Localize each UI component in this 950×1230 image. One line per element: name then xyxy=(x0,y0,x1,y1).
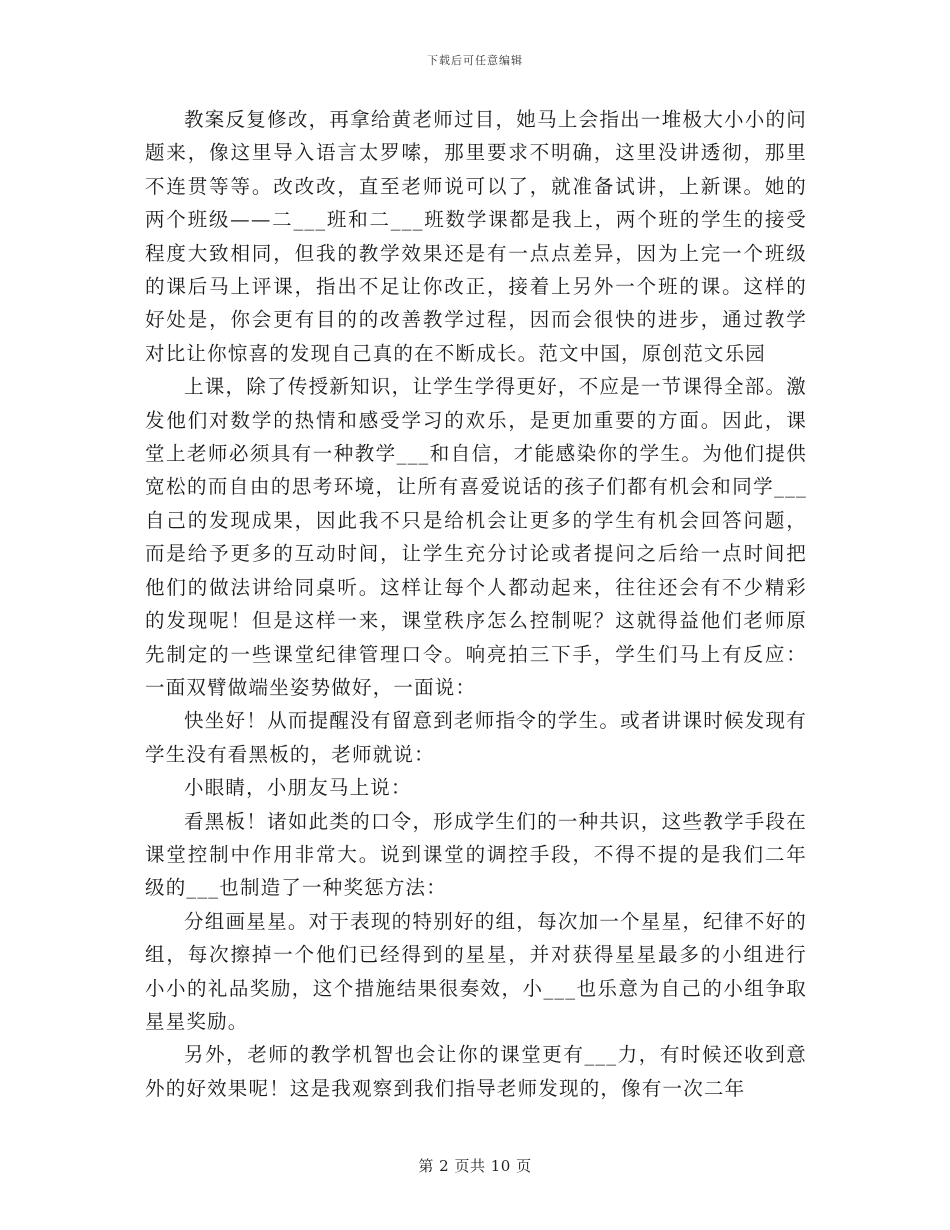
paragraph-2: 上课，除了传授新知识，让学生学得更好，不应是一节课得全部。激发他们对数学的热情和感受学习的欢乐，是更加重要的方面。因此，课堂上老师必须具有一种教学___和自信，才能感染你的学生。为他们提供宽松的而自由的思考环境，让所有喜爱说话的孩子们都有机会和同学___自己的发现成果，因此我不只是给机会让更多的学生有机会回答问题，而是给予更多的互动时间，让学生充分讨论或者提问之后给一点时间把他们的做法讲给同桌听。这样让每个人都动起来，往往还会有不少精彩的发现呢！但是这样一来，课堂秩序怎么控制呢？这就得益他们老师原先制定的一些课堂纪律管理口令。响亮拍三下手，学生们马上有反应：一面双臂做端坐姿势做好，一面说： xyxy=(145,375,807,699)
paragraph-5: 看黑板！诸如此类的口令，形成学生们的一种共识，这些教学手段在课堂控制中作用非常大。说到课堂的调控手段，不得不提的是我们二年级的___也制造了一种奖惩方法： xyxy=(145,809,807,900)
document-body xyxy=(145,103,807,1105)
page-footer: 第 2 页共 10 页 xyxy=(418,1157,532,1175)
paragraph-6: 分组画星星。对于表现的特别好的组，每次加一个星星，纪律不好的组，每次擦掉一个他们已经得到的星星，并对获得星星最多的小组进行小小的礼品奖励，这个措施结果很奏效，小___也乐意为自己的小组争取星星奖励。 xyxy=(145,909,807,1033)
paragraph-3: 快坐好！从而提醒没有留意到老师指令的学生。或者讲课时候发现有学生没有看黑板的，老师就说： xyxy=(145,709,807,766)
paragraph-4: 小眼睛，小朋友马上说： xyxy=(184,776,412,800)
paragraph-1: 教案反复修改，再拿给黄老师过目，她马上会指出一堆极大小小的问题来，像这里导入语言太罗嗦，那里要求不明确，这里没讲透彻，那里不连贯等等。改改改，直至老师说可以了，就准备试讲，上新课。她的两个班级——二___班和二___班数学课都是我上，两个班的学生的接受程度大致相同，但我的教学效果还是有一点点差异，因为上完一个班级的课后马上评课，指出不足让你改正，接着上另外一个班的课。这样的好处是，你会更有目的的改善教学过程，因而会很快的进步，通过教学对比让你惊喜的发现自己真的在不断成长。范文中国，原创范文乐园 xyxy=(145,108,807,365)
paragraph-7: 另外，老师的教学机智也会让你的课堂更有___力，有时候还收到意外的好效果呢！这是我观察到我们指导老师发现的，像有一次二年 xyxy=(145,1043,807,1100)
page-header: 下载后可任意编辑 xyxy=(427,54,523,67)
